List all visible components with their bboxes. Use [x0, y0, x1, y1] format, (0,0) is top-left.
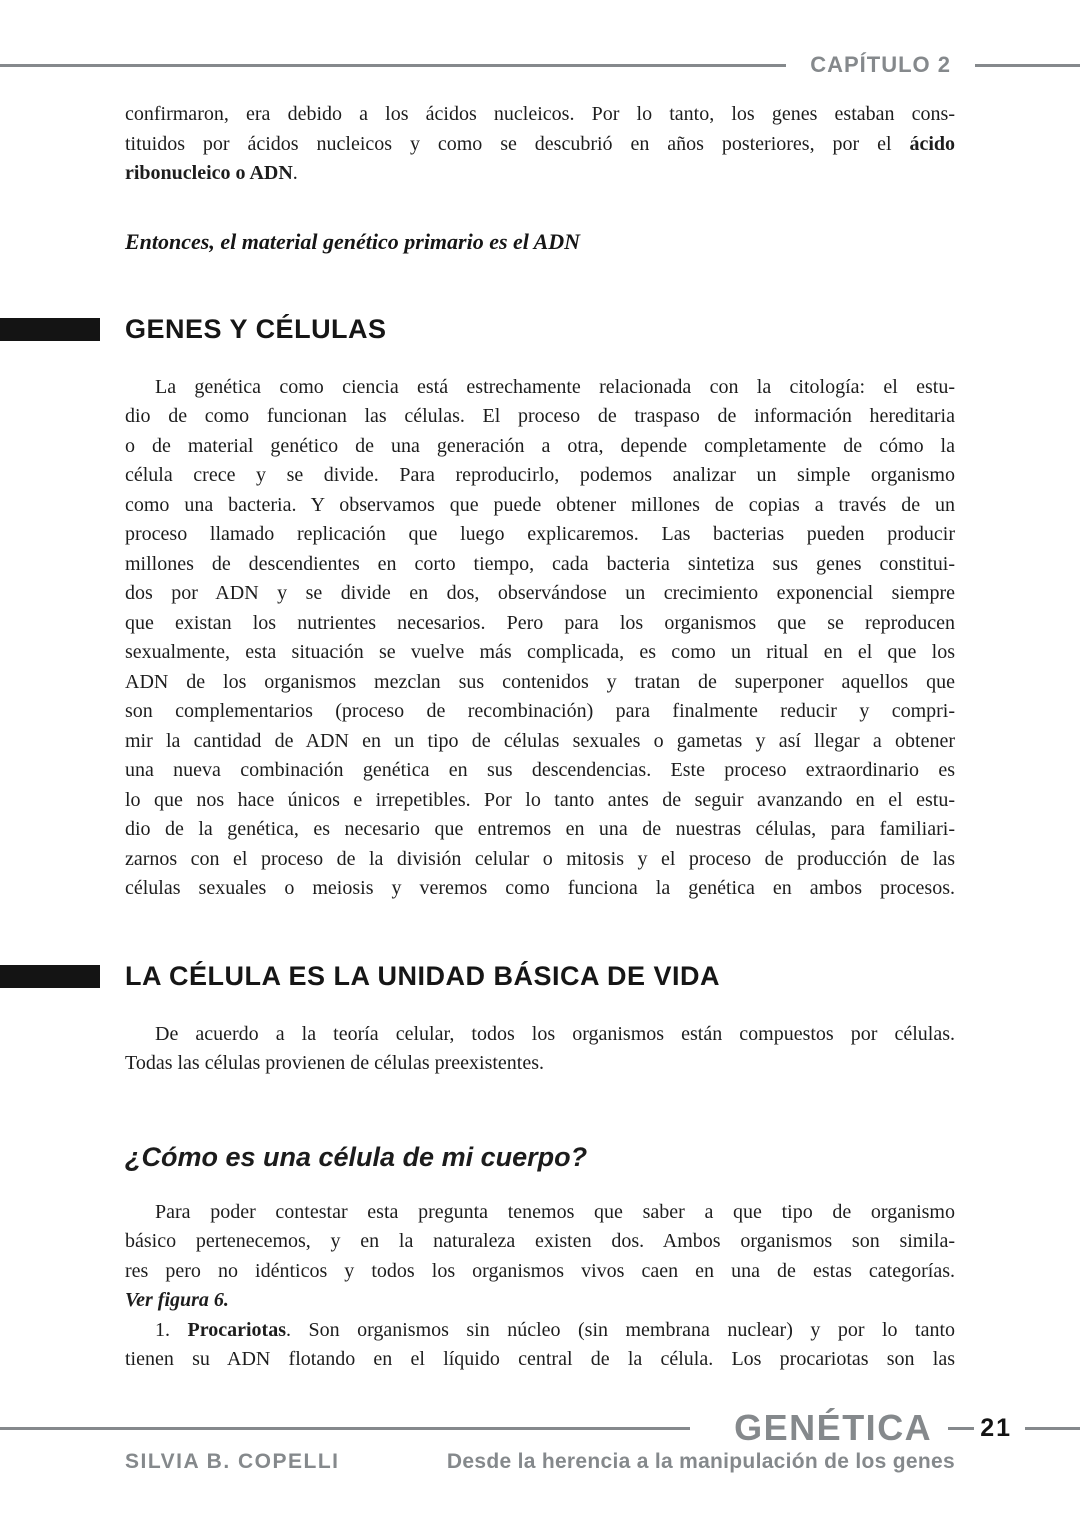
text-line: zarnos con el proceso de la división celular o mitosis y el proceso de producción de las — [125, 847, 955, 870]
section-heading — [125, 315, 955, 343]
text-line: como una bacteria. Y observamos que puede obtener millones de copias a través de un — [125, 493, 955, 516]
text-line: proceso llamado replicación que luego explicaremos. Las bacterias pueden producir — [125, 523, 955, 545]
body-paragraph — [125, 1020, 955, 1079]
text-line: confirmaron, era debido a los ácidos nucleicos. Por lo tanto, los genes estaban cons- — [125, 103, 955, 125]
footer-rule-left — [0, 1427, 690, 1430]
text-line: 1. Procariotas. Son organismos sin núcleo (sin membrana nuclear) y por lo tanto — [155, 1318, 956, 1341]
text-line: que existan los nutrientes necesarios. Pero para los organismos que se reproducen — [125, 611, 955, 634]
text-line: La genética como ciencia está estrechamente relacionada con la citología: el estu- — [155, 375, 955, 398]
text-line: mir la cantidad de ADN en un tipo de células sexuales o gametas y así llegar a obtener — [125, 729, 955, 752]
heading-marker-bar — [0, 318, 100, 341]
text-line: De acuerdo a la teoría celular, todos los organismos están compuestos por células. — [155, 1022, 955, 1045]
body-paragraph — [125, 373, 955, 904]
text-line: Para poder contestar esta pregunta tenemos que saber a que tipo de organismo — [155, 1200, 955, 1223]
page-number: 21 — [980, 1413, 1012, 1442]
footer-rule-right — [1025, 1427, 1080, 1430]
footer-dash — [948, 1427, 974, 1430]
text-line: tienen su ADN flotando en el líquido central de la célula. Los procariotas son las — [125, 1348, 955, 1370]
text-line: básico pertenecemos, y en la naturaleza existen dos. Ambos organismos son simila- — [125, 1230, 955, 1252]
text-line: ADN de los organismos mezclan sus contenidos y tratan de superponer aquellos que — [125, 670, 955, 693]
text-line: son complementarios (proceso de recombinación) para finalmente reducir y compri- — [125, 700, 955, 722]
text-line: Ver figura 6. — [125, 1289, 229, 1311]
body-paragraph — [125, 1198, 955, 1375]
text-line: células sexuales o meiosis y veremos como funciona la genética en ambos procesos. — [125, 877, 955, 899]
text-line: millones de descendientes en corto tiempo, cada bacteria sintetiza sus genes constitui- — [125, 552, 955, 575]
footer-title-row — [0, 1406, 1080, 1450]
chapter-label: CAPÍTULO 2 — [810, 52, 951, 77]
text-line: célula crece y se divide. Para reproducirlo, podemos analizar un simple organismo — [125, 464, 955, 486]
body-paragraph — [125, 100, 955, 189]
section-heading — [125, 962, 955, 990]
text-line: dio de como funcionan las células. El proceso de traspaso de información hereditaria — [125, 405, 955, 427]
text-line: dos por ADN y se divide en dos, observándose un crecimiento exponencial siempre — [125, 582, 955, 604]
footer-credits-row — [125, 1450, 955, 1474]
section-heading-text: GENES Y CÉLULAS — [125, 313, 387, 344]
text-line: una nueva combinación genética en sus descendencias. Este proceso extraordinario es — [125, 759, 955, 781]
heading-marker-bar — [0, 965, 100, 988]
question-subheading: ¿Cómo es una célula de mi cuerpo? — [125, 1141, 588, 1172]
text-line: dio de la genética, es necesario que entremos en una de nuestras células, para familiari- — [125, 818, 955, 840]
header-rule-right — [975, 64, 1080, 67]
main-content — [125, 100, 955, 1375]
text-line: Todas las células provienen de células preexistentes. — [125, 1052, 545, 1074]
section-heading-text: LA CÉLULA ES LA UNIDAD BÁSICA DE VIDA — [125, 960, 721, 991]
text-line: o de material genético de una generación a otra, depende completamente de cómo la — [125, 434, 955, 457]
text-line: ribonucleico o ADN. — [125, 162, 298, 184]
author-name: SILVIA B. COPELLI — [125, 1450, 340, 1473]
book-subtitle: Desde la herencia a la manipulación de los genes — [446, 1450, 955, 1473]
text-line: tituidos por ácidos nucleicos y como se descubrió en años posteriores, por el ácido — [125, 132, 955, 155]
text-line: sexualmente, esta situación se vuelve más complicada, es como un ritual en el que los — [125, 641, 955, 663]
header-rule-left — [0, 64, 786, 67]
emphasis-statement: Entonces, el material genético primario es el ADN — [125, 228, 581, 254]
text-line: lo que nos hace únicos e irrepetibles. Por lo tanto antes de seguir avanzando en el estu- — [125, 788, 955, 811]
book-title: GENÉTICA — [734, 1407, 933, 1448]
text-line: res pero no idénticos y todos los organismos vivos caen en una de estas categorías. — [125, 1259, 955, 1282]
page-header — [0, 50, 1080, 80]
